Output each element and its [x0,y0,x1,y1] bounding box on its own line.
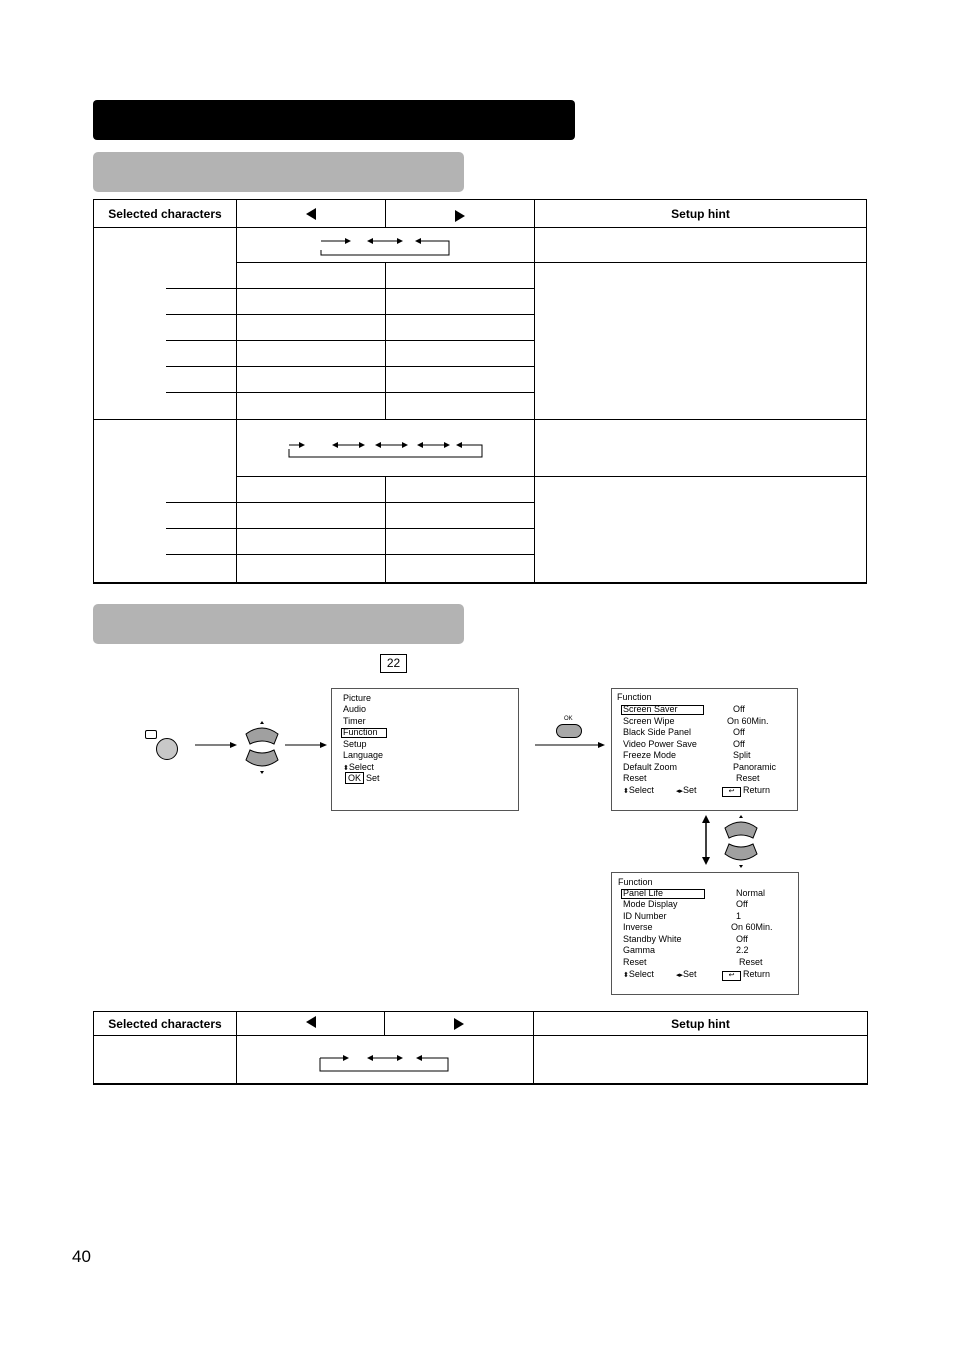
header-left-arrow [237,1012,385,1036]
header-right-arrow [386,200,535,228]
up-down-icon: ⬍ [623,972,629,979]
row-a6-label [166,393,237,420]
row-a5-label [166,367,237,393]
row-id-number[interactable]: ID Number [623,911,667,921]
section-bar-2 [93,604,464,644]
row-b4-right [386,555,535,583]
cycle-arrows-icon [237,420,535,477]
row-b4-label [166,555,237,583]
section-bar-1 [93,152,464,192]
row-default-zoom[interactable]: Default Zoom [623,762,678,772]
main-menu-osd [331,688,519,811]
up-down-icon: ⬍ [343,765,349,772]
footer-select: ⬍Select [623,969,654,979]
menu-item-language[interactable]: Language [343,750,384,760]
row-label [94,1036,237,1084]
cycle-arrows-icon [237,1036,534,1084]
function-menu-title: Function [618,877,653,887]
row-black-side-panel[interactable]: Black Side Panel [623,727,692,737]
row-a1-right [386,263,535,289]
cycle-cell [237,1036,534,1084]
left-right-icon: ◂▸ [676,972,684,979]
row-a3-label [166,315,237,341]
row-screen-saver[interactable]: Screen Saver [623,704,678,714]
group-a-hint [535,228,866,263]
select-label: Select [348,762,374,772]
menu-item-function[interactable]: Function [343,727,378,737]
menu-item-audio[interactable]: Audio [343,704,367,714]
page-number: 40 [72,1247,91,1266]
row-standby-white[interactable]: Standby White [623,934,682,944]
value-id-number: 1 [736,911,742,921]
header-left-arrow [237,200,386,228]
right-triangle-icon [454,1018,464,1030]
group-b-hint [535,420,866,477]
row-inverse[interactable]: Inverse [623,922,653,932]
row-b4-left [237,555,386,583]
footer-set: ◂▸Set [676,785,697,795]
header-right-arrow [385,1012,534,1036]
footer-select: ⬍Select [623,785,654,795]
row-a6-left [237,393,386,420]
row-mode-display[interactable]: Mode Display [623,899,678,909]
row-b3-label [166,529,237,555]
row-b3-right [386,529,535,555]
row-b1-right [386,477,535,503]
value-default-zoom: Panoramic [733,762,777,772]
title-bar [93,100,575,140]
row-gamma[interactable]: Gamma [623,945,656,955]
left-right-icon: ◂▸ [676,788,684,795]
menu-item-picture[interactable]: Picture [343,693,372,703]
set-hint [345,773,380,784]
row-b2-right [386,503,535,529]
row-b1-label [166,477,237,503]
row-reset[interactable]: Reset [623,957,647,967]
value-standby-white: Off [736,934,748,944]
ok-key-icon: OK [345,772,364,784]
value-mode-display: Off [736,899,748,909]
menu-item-timer[interactable]: Timer [343,716,366,726]
value-panel-life: Normal [736,888,766,898]
up-down-icon: ⬍ [623,788,629,795]
left-triangle-icon [306,208,316,220]
value-freeze-mode: Split [733,750,751,760]
row-a2-label [166,289,237,315]
footer-return: ↩ Return [722,785,770,797]
row-b3-left [237,529,386,555]
row-b1-left [237,477,386,503]
up-down-keys-icon[interactable] [244,720,284,776]
row-a3-left [237,315,386,341]
value-reset: Reset [739,957,763,967]
value-reset: Reset [736,773,760,783]
menu-item-setup[interactable]: Setup [343,739,367,749]
menu-button[interactable] [156,738,178,760]
value-gamma: 2.2 [736,945,749,955]
row-a5-left [237,367,386,393]
footer-set: ◂▸Set [676,969,697,979]
row-b2-left [237,503,386,529]
group-b-rows-hint [535,477,866,583]
page-reference-icon: 22 [380,654,407,673]
group-a-cycle-cell [237,228,535,263]
row-b2-label [166,503,237,529]
header-selected-characters: Selected characters [94,1012,237,1036]
row-a1-label [166,263,237,289]
row-a4-left [237,341,386,367]
value-black-side-panel: Off [733,727,745,737]
row-a1-left [237,263,386,289]
value-inverse: On 60Min. [731,922,773,932]
row-panel-life[interactable]: Panel Life [623,888,664,898]
settings-table-2 [93,1011,868,1085]
footer-return: ↩ Return [722,969,770,981]
function-menu-osd-1 [611,688,798,811]
value-video-power-save: Off [733,739,745,749]
row-screen-wipe[interactable]: Screen Wipe [623,716,675,726]
group-b-cycle-cell [237,420,535,477]
row-reset[interactable]: Reset [623,773,647,783]
ok-button-label: OK [564,716,573,722]
settings-table-1 [93,199,867,584]
row-a6-right [386,393,535,420]
header-setup-hint: Setup hint [535,200,866,228]
row-a2-left [237,289,386,315]
row-a4-right [386,341,535,367]
function-menu-osd-2 [611,872,799,995]
left-triangle-icon [306,1016,316,1028]
header-setup-hint: Setup hint [534,1012,867,1036]
row-a3-right [386,315,535,341]
cycle-arrows-icon [237,228,535,263]
row-a5-right [386,367,535,393]
row-a2-right [386,289,535,315]
hint-cell [534,1036,867,1084]
row-freeze-mode[interactable]: Freeze Mode [623,750,677,760]
return-icon: ↩ [722,787,741,797]
value-screen-saver: Off [733,704,745,714]
header-selected-characters: Selected characters [94,200,237,228]
value-screen-wipe: On 60Min. [727,716,769,726]
function-menu-title: Function [617,692,652,702]
right-triangle-icon [455,210,465,222]
vertical-double-arrow-icon [698,814,714,866]
return-icon: ↩ [722,971,741,981]
row-a4-label [166,341,237,367]
group-a-rows-hint [535,263,866,420]
row-video-power-save[interactable]: Video Power Save [623,739,697,749]
up-down-keys-icon[interactable] [723,814,763,870]
ok-button[interactable] [556,724,582,738]
menu-symbol-icon [145,730,157,739]
set-label: Set [366,773,380,783]
